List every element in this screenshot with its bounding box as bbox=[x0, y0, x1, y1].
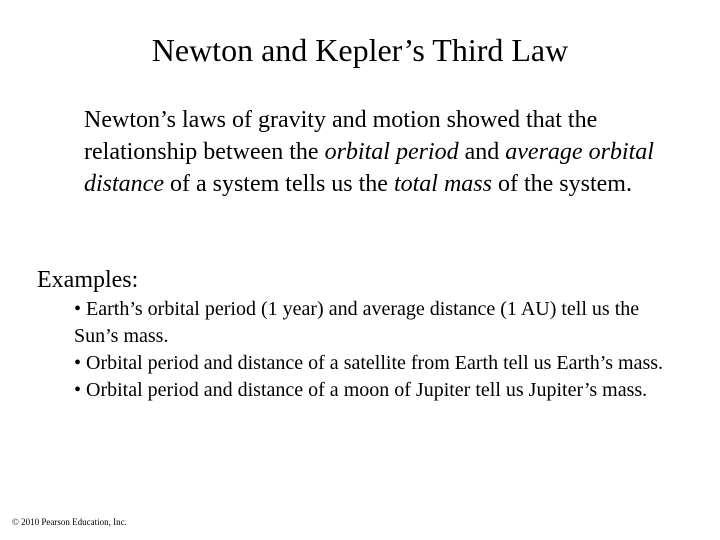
term-orbital-period: orbital period bbox=[324, 139, 459, 165]
intro-text-4: of the system. bbox=[491, 171, 632, 197]
examples-list bbox=[74, 296, 674, 404]
example-item-sun: • Earth’s orbital period (1 year) and average distance (1 AU) tell us the Sun’s mass. bbox=[74, 298, 640, 347]
term-average-orbital-distance: average orbital distance bbox=[84, 139, 654, 197]
intro-text-2: and bbox=[458, 139, 506, 165]
intro-paragraph bbox=[84, 104, 684, 200]
slide-title: Newton and Kepler’s Third Law bbox=[151, 32, 569, 68]
example-item-earth: • Orbital period and distance of a satellite from Earth tell us Earth’s mass. bbox=[74, 352, 664, 374]
copyright-notice: © 2010 Pearson Education, Inc. bbox=[12, 517, 127, 527]
intro-text-1: Newton’s laws of gravity and motion showed that the relationship between the bbox=[84, 107, 598, 165]
term-total-mass: total mass bbox=[393, 171, 492, 197]
example-item-jupiter: • Orbital period and distance of a moon of Jupiter tell us Jupiter’s mass. bbox=[74, 379, 648, 401]
intro-text-3: of a system tells us the bbox=[163, 171, 394, 197]
examples-heading: Examples: bbox=[37, 267, 139, 293]
